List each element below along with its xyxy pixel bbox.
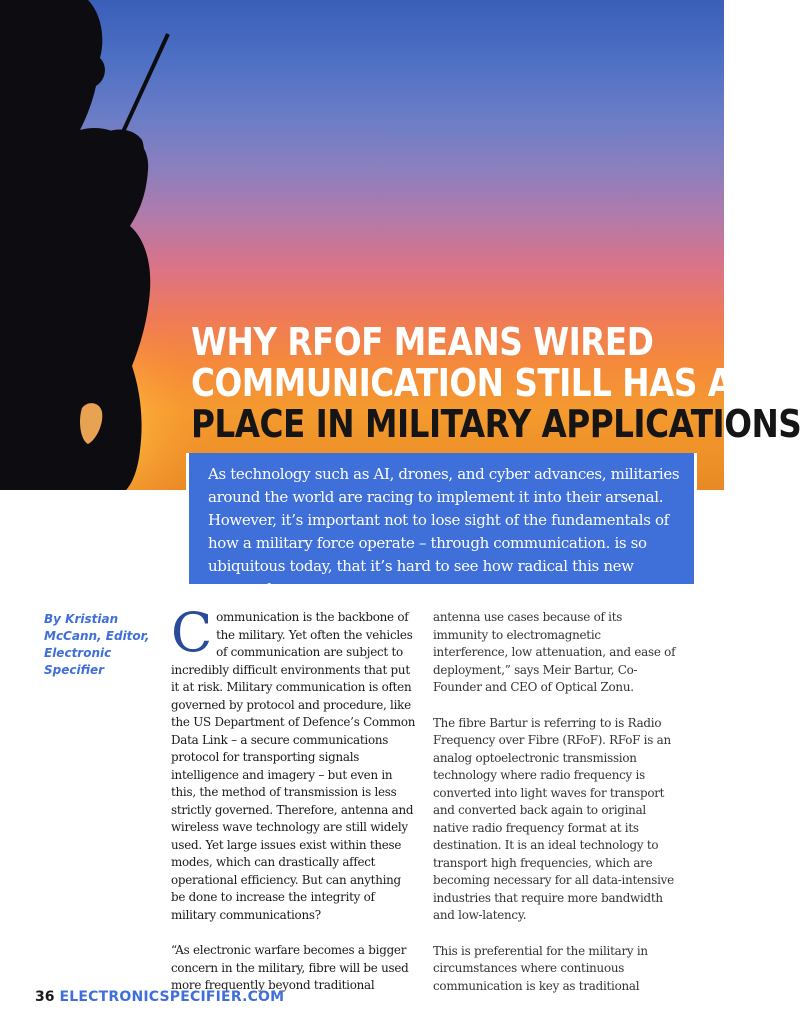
page-number: 36 [35,989,55,1005]
body-paragraph [171,601,417,924]
drop-cap: C [171,601,213,664]
body-column-1 [171,601,417,995]
site-url-link[interactable]: ELECTRONICSPECIFIER.COM [59,989,285,1005]
body-paragraph: “As electronic warfare becomes a bigger concern in the military, fibre will be used more frequently beyond traditional [171,943,409,992]
paragraph-text: ommunication is the backbone of the military. Yet often the vehicles of communication are subject to incredibly difficult environments that put it at risk. Military communication is often governed by protocol and procedure, like the US Department of Defence’s Common Data Link – a secure communications protocol for transporting signals intelligence and imagery – but even in this, the method of transmission is less strictly governed. Therefore, antenna and wireless wave technology are still widely used. Yet large issues exist within these modes, which can drastically affect operational efficiency. But can anything be done to increase the integrity of military communications? [171,610,416,922]
headline-line-1: WHY RFOF MEANS WIRED [191,320,654,364]
byline-line-3: Electronic Specifier [44,646,112,677]
headline-line-2: COMMUNICATION STILL HAS A [191,361,733,405]
standfirst-box: As technology such as AI, drones, and cyber advances, militaries around the world are racing to implement it into their arsenal. However, it’s important not to lose sight of the fundamentals of how a military force operate – through communication. is so ubiquitous today, that it’s hard to see how radical this new approach was. [186,453,697,584]
body-paragraph: antenna use cases because of its immunity to electromagnetic interference, low attenuation, and ease of deployment,” says Meir Bartur, Co-Founder and CEO of Optical Zonu. [433,610,676,694]
article-headline [191,320,801,446]
body-column-2 [433,609,679,995]
body-paragraph: This is preferential for the military in circumstances where continuous communication is key as traditional [433,943,648,993]
byline [44,611,164,679]
headline-line-3: PLACE IN MILITARY APPLICATIONS [191,402,801,446]
page-footer [35,989,284,1005]
body-paragraph: The fibre Bartur is referring to is Radio Frequency over Fibre (RFoF). RFoF is an analog optoelectronic transmission technology where radio frequency is converted into light waves for transport and converted back again to original native radio frequency format at its destination. It is an ideal technology to transport high frequencies, which are becoming necessary for all data-intensive industries that require more bandwidth and low-latency. [433,715,674,922]
byline-line-1: By Kristian [44,612,119,626]
byline-line-2: McCann, Editor, [44,629,150,643]
